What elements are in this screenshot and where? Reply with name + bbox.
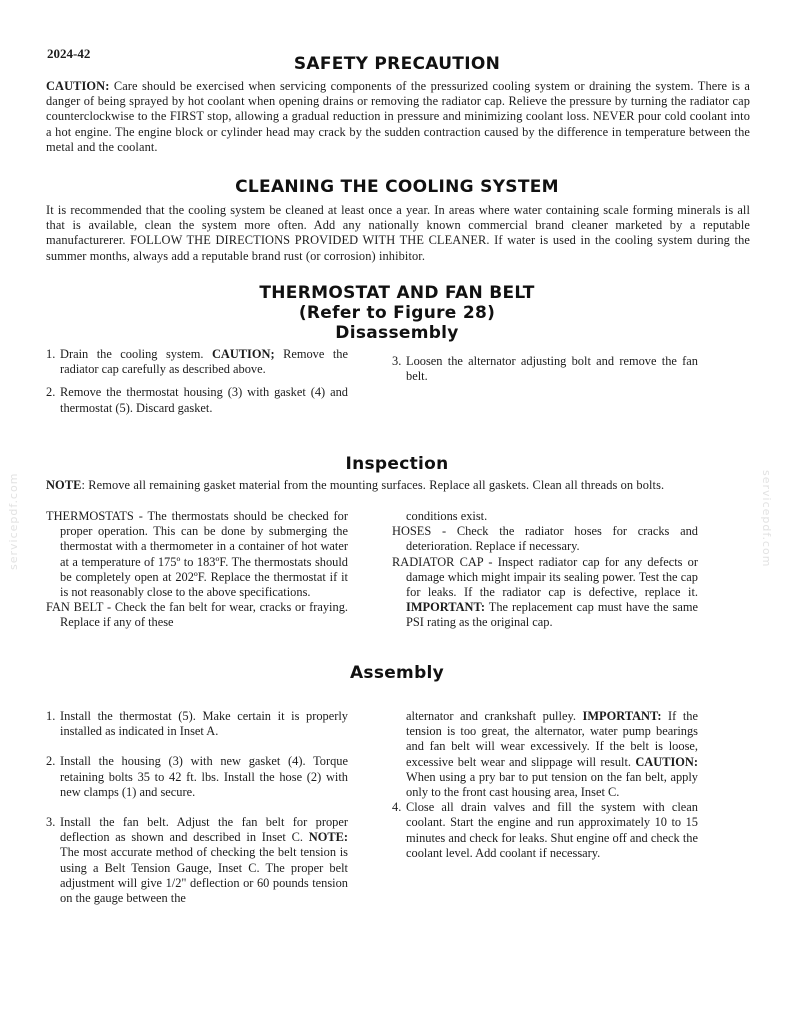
disassembly-right-column [392, 354, 698, 384]
assembly-step-1: 1. Install the thermostat (5). Make certain it is properly installed as indicated in Inset A. [46, 709, 348, 739]
disassembly-left-column [46, 347, 348, 416]
inspection-left-column [46, 509, 348, 631]
assembly-step-2: 2. Install the housing (3) with new gasket (4). Torque retaining bolts 35 to 42 ft. lbs. Install the hose (2) with new clamps (1) and secure. [46, 754, 348, 799]
disassembly-step-2: 2. Remove the thermostat housing (3) with gasket (4) and thermostat (5). Discard gasket. [46, 385, 348, 415]
caution-label: CAUTION: [46, 79, 110, 93]
watermark-left: servicepdf.com [7, 472, 20, 570]
assembly-step-3: 3. Install the fan belt. Adjust the fan belt for proper deflection as shown and described in Inset C. NOTE: The most accurate method of checking the belt tension is using a Belt Tension Gauge, Inset C. The proper belt adjustment will give 1/2" deflection or 60 pounds tension on the gauge between the [46, 815, 348, 906]
assembly-heading: Assembly [349, 663, 445, 683]
inspection-right-column [392, 509, 698, 631]
disassembly-heading: Disassembly [335, 323, 459, 343]
thermostat-heading: THERMOSTAT AND FAN BELT [259, 283, 535, 303]
cleaning-heading: CLEANING THE COOLING SYSTEM [235, 177, 559, 197]
inspection-fan-belt-continued: conditions exist. [406, 509, 488, 523]
safety-precaution-heading: SAFETY PRECAUTION [293, 54, 501, 74]
watermark-right: servicepdf.com [760, 470, 773, 568]
safety-precaution-text [46, 79, 750, 155]
assembly-left-column [46, 709, 348, 906]
inspection-fan-belt: FAN BELT - Check the fan belt for wear, cracks or fraying. Replace if any of these [46, 600, 348, 630]
assembly-step-4: 4. Close all drain valves and fill the system with clean coolant. Start the engine and run approximately 10 to 15 minutes and check for leaks. Shut engine off and check the coolant level. Add coolant if necessary. [392, 800, 698, 860]
disassembly-step-1: 1. Drain the cooling system. CAUTION; Remove the radiator cap carefully as described above. [46, 347, 348, 377]
assembly-right-column [392, 709, 698, 861]
assembly-step-3-continued: alternator and crankshaft pulley. IMPORTANT: If the tension is too great, the alternator, water pump bearings and fan belt will wear excessively. If the belt is loose, excessive belt wear and slippage will result. CAUTION: When using a pry bar to put tension on the fan belt, apply only to the front cast housing area, Inset C. [406, 709, 698, 800]
inspection-radiator-cap: RADIATOR CAP - Inspect radiator cap for any defects or damage which might impair its sealing power. Test the cap for leaks. If the radiator cap is defective, replace it. IMPORTANT: The replacement cap must have the same PSI rating as the original cap. [392, 554, 698, 630]
note-label: NOTE [46, 478, 82, 492]
inspection-heading: Inspection [345, 454, 449, 474]
disassembly-step-3: 3. Loosen the alternator adjusting bolt and remove the fan belt. [392, 354, 698, 384]
page-number: 2024-42 [47, 46, 91, 61]
inspection-hoses: HOSES - Check the radiator hoses for cracks and deterioration. Replace if necessary. [392, 524, 698, 554]
safety-body: Care should be exercised when servicing components of the pressurized cooling system or draining the system. There is a danger of being sprayed by hot coolant when opening drains or removing the radiator cap. Relieve the pressure by turning the radiator cap counterclockwise to the FIRST stop, allowing a gradual reduction in pressure and minimizing coolant loss. NEVER pour cold coolant into a hot engine. The engine block or cylinder head may crack by the sudden contraction caused by the difference in temperature between the metal and the coolant. [46, 79, 750, 154]
inspection-note: NOTE: Remove all remaining gasket material from the mounting surfaces. Replace all gaskets. Clean all threads on bolts. [46, 478, 665, 492]
thermostat-subtitle: (Refer to Figure 28) [298, 303, 496, 323]
cleaning-text: It is recommended that the cooling system be cleaned at least once a year. In areas where water containing scale forming minerals is all that is available, clean the system more often. Add any nationally known commercial brand cleaner marketed by a reputable manufacturerer. FOLLOW THE DIRECTIONS PROVIDED WITH THE CLEANER. If water is used in the cooling system during the summer months, always add a reputable brand rust (or corrosion) inhibitor. [46, 203, 750, 263]
inspection-thermostats: THERMOSTATS - The thermostats should be checked for proper operation. This can be done by submerging the thermostat with a thermometer in a container of hot water at a temperature of 175º to 183ºF. The thermostats should be completely open at 202ºF. Replace the thermostat if it is not reasonably close to the above specifications. [46, 509, 348, 600]
